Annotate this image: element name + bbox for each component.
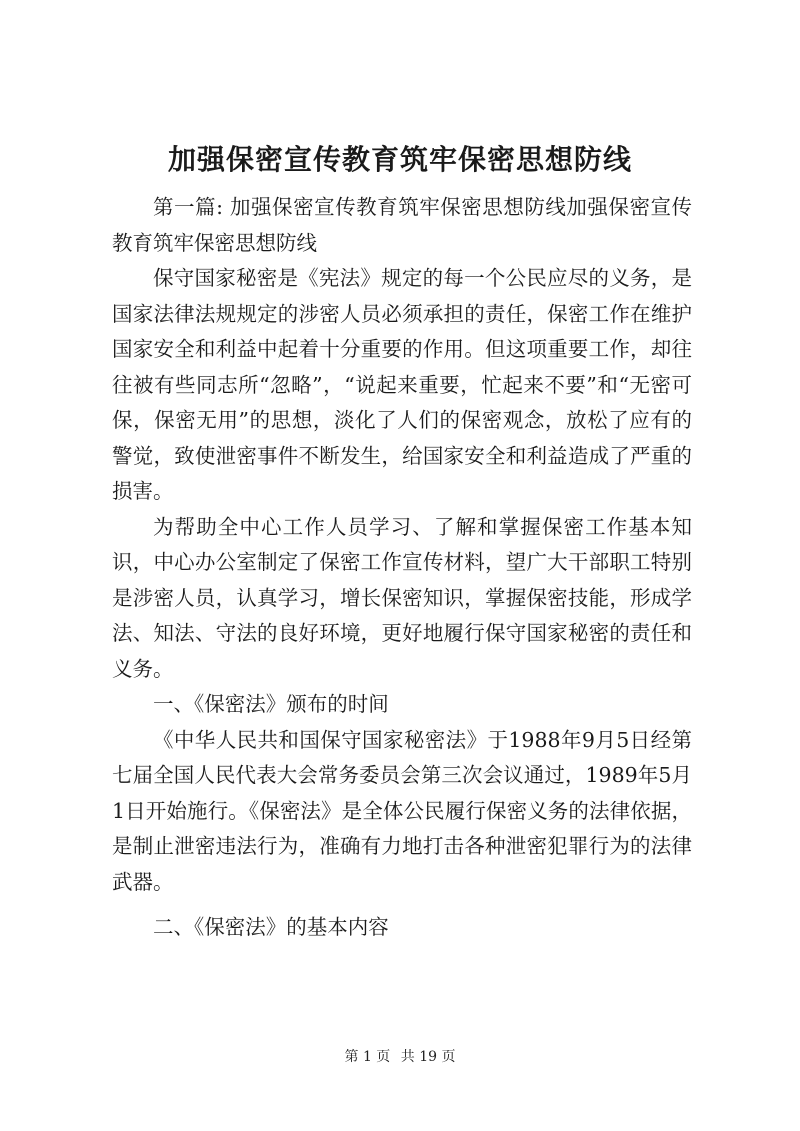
- paragraph-purpose: 为帮助全中心工作人员学习、了解和掌握保密工作基本知识，中心办公室制定了保密工作宣传材料，望广大干部职工特别是涉密人员，认真学习，增长保密知识，掌握保密技能，形成学法、知法、守法的良好环境，更好地履行保守国家秘密的责任和义务。: [112, 514, 692, 681]
- page-footer: [0, 1046, 800, 1066]
- paragraph-chapter-heading: 第一篇: 加强保密宣传教育筑牢保密思想防线加强保密宣传教育筑牢保密思想防线: [112, 195, 692, 255]
- section-heading-1: 一、《保密法》颁布的时间: [153, 692, 389, 716]
- section-heading-2: 二、《保密法》的基本内容: [153, 915, 389, 939]
- document-body: [112, 190, 692, 946]
- paragraph-law-date: 《中华人民共和国保守国家秘密法》于1988年9月5日经第七届全国人民代表大会常务委员会第三次会议通过，1989年5月1日开始施行。《保密法》是全体公民履行保密义务的法律依据，是制止泄密违法行为，准确有力地打击各种泄密犯罪行为的法律武器。: [112, 727, 692, 894]
- document-title: 加强保密宣传教育筑牢保密思想防线: [167, 143, 632, 176]
- paragraph-intro: 保守国家秘密是《宪法》规定的每一个公民应尽的义务，是国家法律法规规定的涉密人员必须承担的责任，保密工作在维护国家安全和利益中起着十分重要的作用。但这项重要工作，却往往被有些同志所“忽略”，“说起来重要，忙起来不要”和“无密可保，保密无用”的思想，淡化了人们的保密观念，放松了应有的警觉，致使泄密事件不断发生，给国家安全和利益造成了严重的损害。: [112, 266, 692, 503]
- page-total: 共 19 页: [400, 1049, 456, 1065]
- page-number: 第 1 页: [344, 1049, 391, 1065]
